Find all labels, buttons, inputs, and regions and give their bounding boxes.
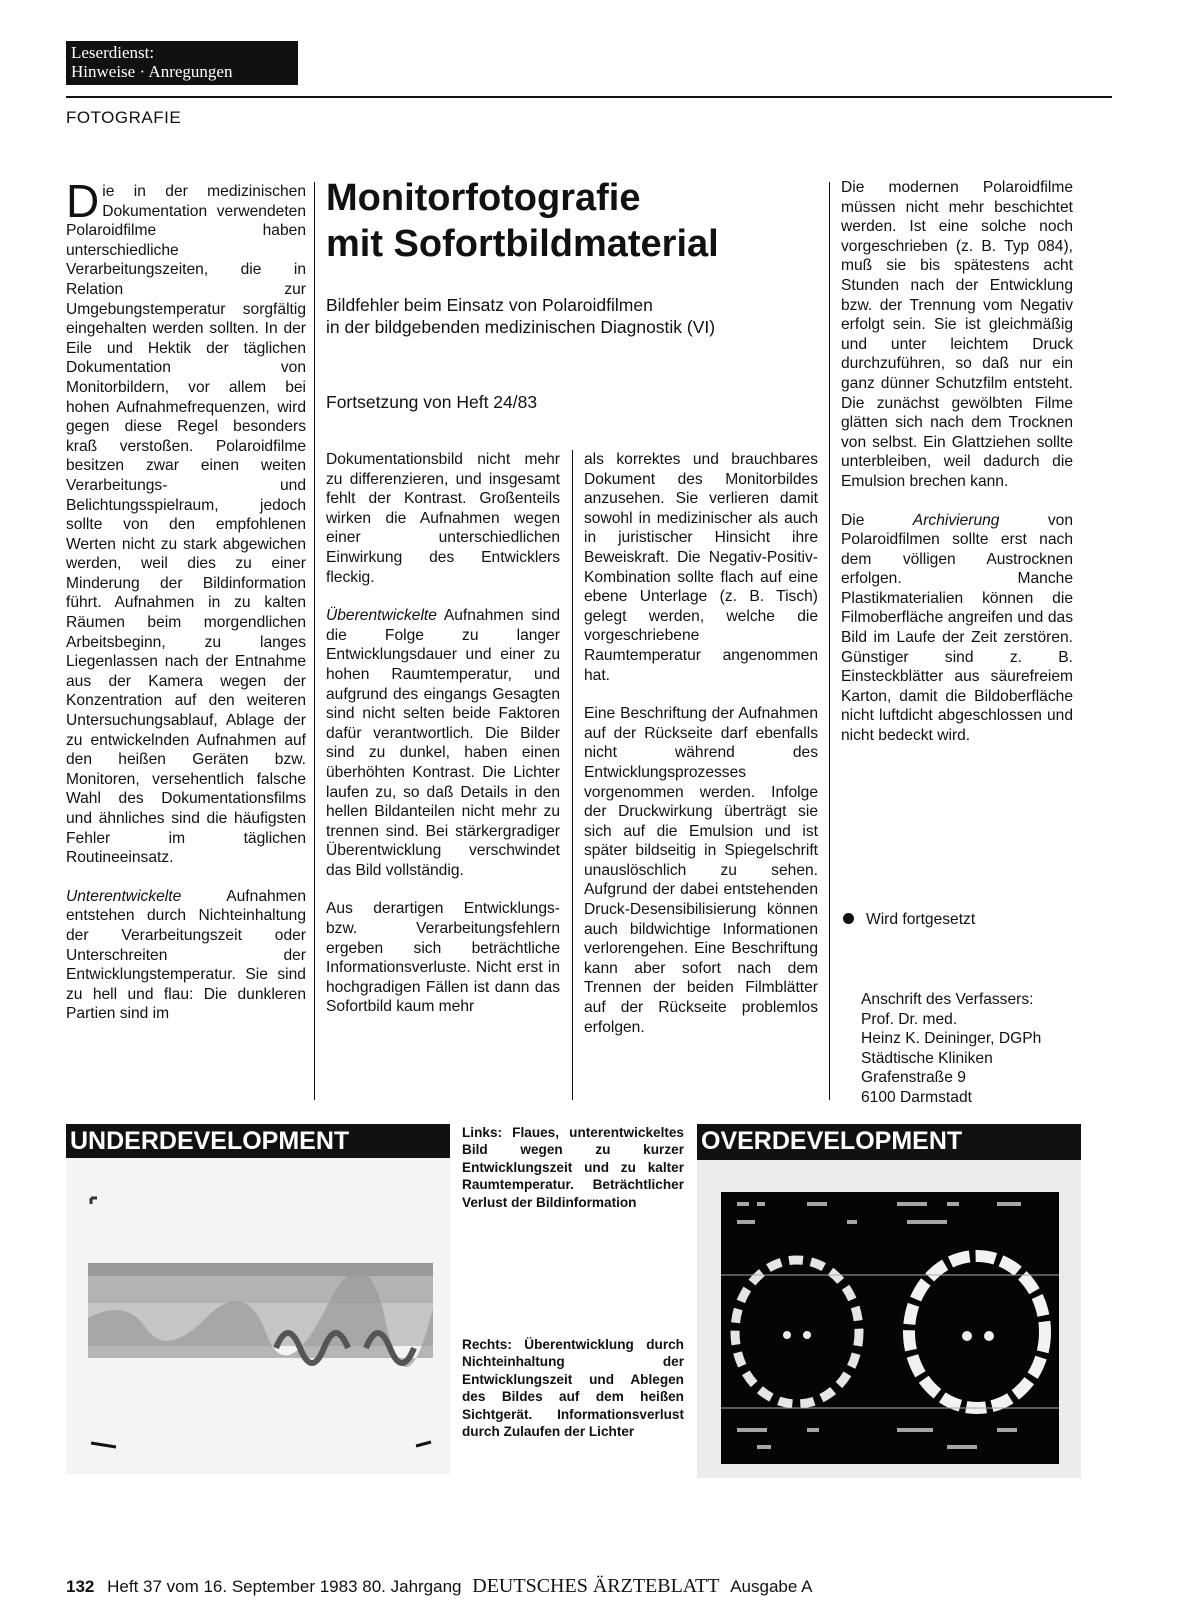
address-line: Heinz K. Deininger, DGPh <box>861 1030 1042 1048</box>
header-rule <box>66 96 1112 98</box>
continued-from: Fortsetzung von Heft 24/83 <box>326 392 538 412</box>
overdevelopment-photo <box>697 1124 1081 1478</box>
column-divider-1 <box>314 182 315 1100</box>
address-line: Prof. Dr. med. <box>861 1010 958 1028</box>
column-4 <box>841 178 1073 858</box>
journal-name: DEUTSCHES ÄRZTEBLATT <box>472 1575 720 1597</box>
address-line: 6100 Darmstadt <box>861 1088 972 1106</box>
title-line-2: mit Sofortbildmaterial <box>326 223 719 265</box>
article-subtitle <box>326 294 826 338</box>
column-1 <box>66 182 306 1117</box>
to-be-continued: Wird fortgesetzt <box>843 911 975 929</box>
page-number: 132 <box>66 1577 95 1596</box>
column-divider-2 <box>572 450 573 1100</box>
section-label: FOTOGRAFIE <box>66 108 182 127</box>
column-3 <box>584 450 818 1115</box>
title-line-1: Monitorfotografie <box>326 177 641 219</box>
drop-cap: D <box>66 182 100 227</box>
overdevelopment-image <box>697 1160 1081 1478</box>
col1-paragraph-1: Die in der medizinischen Dokumentation verwendeten Polaroidfilme haben unterschiedliche Verarbeitungszeiten, die in Relation zur Umgebungstemperatur sorgfältig eingehalten werden sollten. In der Eile und Hektik der täglichen Dokumentation von Monitorbildern, vor allem bei hohen Aufnahmefrequenzen, wird gegen diese Regel besonders kraß verstoßen. Polaroidfilme besitzen zwar einen weiten Verarbeitungs- und Belichtungsspielraum, jedoch sollte von den empfohlenen Werten nicht zu stark abgewichen werden, weil dies zu einer Minderung der Bildinformation führt. Aufnahmen in zu kalten Räumen beim morgendlichen Arbeitsbeginn, zu langes Liegenlassen nach der Entnahme aus der Kamera wegen der Konzentration auf den weiteren Untersuchungsablauf, Ablage der zu entwickelnden Aufnahmen auf den heißen Geräten bzw. Monitoren, versehentlich falsche Wahl des Dokumentationsfilms und ähnliches sind die häufigsten Fehler im täglichen Routineeinsatz. <box>66 182 306 867</box>
caption-right: Rechts: Überentwicklung durch Nichteinhaltung der Entwicklungszeit und Ablegen des Bildes auf dem heißen Sichtgerät. Informationsverlust durch Zulaufen der Lichter <box>462 1337 684 1440</box>
col1-paragraph-2: Unterentwickelte Aufnahmen entstehen durch Nichteinhaltung der Verarbeitungszeit oder Unterschreiten der Entwicklungstemperatur. Sie sind zu hell und flau: Die dunkleren Partien sind im <box>66 887 306 1023</box>
author-address <box>861 990 1041 1108</box>
edition: Ausgabe A <box>730 1577 813 1596</box>
col2-paragraph-1: Dokumentationsbild nicht mehr zu differenzieren, und insgesamt fehlt der Kontrast. Großenteils wirken die Aufnahmen wegen einer unterschiedlichen Einwirkung des Entwicklers fleckig. <box>326 451 560 586</box>
col4-paragraph-1: Die modernen Polaroidfilme müssen nicht mehr beschichtet werden. Ist eine solche noch vorgeschrieben (z. B. Typ 084), muß sie bis spätestens acht Stunden nach der Entwicklung bzw. der Trennung vom Negativ erfolgt sein. Sie ist gleichmäßig und unter leichtem Druck durchzuführen, so daß nur ein ganz dünner Schutzfilm entsteht. Die zunächst gewölbten Filme glätten sich nach dem Trocknen von selbst. Ein Glattziehen sollte unterbleiben, weil dadurch die Emulsion brechen kann. <box>841 179 1073 490</box>
column-divider-3 <box>829 182 830 1100</box>
caption-left: Links: Flaues, unterentwickeltes Bild wegen zu kurzer Entwicklungszeit und zu kalter Raumtemperatur. Beträchtlicher Verlust der Bildinformation <box>462 1125 684 1210</box>
issue-info: Heft 37 vom 16. September 1983 80. Jahrgang <box>107 1577 462 1596</box>
underdevelopment-banner: UNDERDEVELOPMENT <box>66 1124 450 1158</box>
address-line: Grafenstraße 9 <box>861 1069 966 1087</box>
subtitle-line-2: in der bildgebenden medizinischen Diagnostik (VI) <box>326 317 716 337</box>
col2-paragraph-2: Überentwickelte Aufnahmen sind die Folge zu langer Entwicklungsdauer und einer zu hohen Raumtemperatur, und aufgrund des eingangs Gesagten sind nicht selten beide Faktoren dafür verantwortlich. Die Bilder sind zu dunkel, haben einen überhöhten Kontrast. Die Lichter laufen zu, so daß Details in den hellen Bildanteilen nicht mehr zu trennen sind. Bei stärkergradiger Überentwicklung verschwindet das Bild vollständig. <box>326 607 560 879</box>
badge-line-2: Hinweise · Anregungen <box>71 62 233 81</box>
col3-paragraph-1: als korrektes und brauchbares Dokument des Monitorbildes anzusehen. Sie verlieren damit sowohl in medizinischer als auch in juristischer Hinsicht ihre Beweiskraft. Die Negativ-Positiv-Kombination sollte flach auf eine ebene Unterlage (z. B. Tisch) gelegt werden, welche die vorgeschriebene Raumtemperatur angenommen hat. <box>584 451 818 684</box>
col3-paragraph-2: Eine Beschriftung der Aufnahmen auf der Rückseite darf ebenfalls nicht während des Entwicklungsprozesses vorgenommen werden. Infolge der Druckwirkung überträgt sie sich auf die Emulsion und ist später bildseitig in Spiegelschrift unauslöschlich zu sehen. Aufgrund der dabei entstehenden Druck-Desensibilisierung können auch bildwichtige Informationen verlorengehen. Eine Beschriftung kann aber sofort nach dem Trennen der beiden Filmblätter auf der Rückseite problemlos erfolgen. <box>584 705 818 1036</box>
leserdienst-badge <box>66 41 298 85</box>
subtitle-line-1: Bildfehler beim Einsatz von Polaroidfilmen <box>326 295 653 315</box>
footer <box>66 1575 1112 1598</box>
address-line: Anschrift des Verfassers: <box>861 991 1034 1008</box>
col2-paragraph-3: Aus derartigen Entwicklungs- bzw. Verarbeitungsfehlern ergeben sich beträchtliche Informationsverluste. Nicht erst in hochgradigen Fällen ist dann das Sofortbild kaum mehr <box>326 900 560 1016</box>
overdevelopment-banner: OVERDEVELOPMENT <box>697 1124 1081 1160</box>
address-line: Städtische Kliniken <box>861 1049 993 1067</box>
col4-paragraph-2: Die Archivierung von Polaroidfilmen sollte erst nach dem völligen Austrocknen erfolgen. Manche Plastikmaterialien können die Filmoberfläche angreifen und das Bild im Laufe der Zeit zerstören. Günstiger sind z. B. Einsteckblätter aus säurefreiem Karton, damit die Bildoberfläche nicht luftdicht abgeschlossen und nicht bedeckt wird. <box>841 511 1073 745</box>
column-2 <box>326 450 560 1115</box>
badge-line-1: Leserdienst: <box>71 43 155 62</box>
underdevelopment-photo <box>66 1124 450 1474</box>
underdevelopment-image <box>66 1158 450 1474</box>
article-title <box>326 175 826 267</box>
bullet-icon <box>843 913 854 924</box>
